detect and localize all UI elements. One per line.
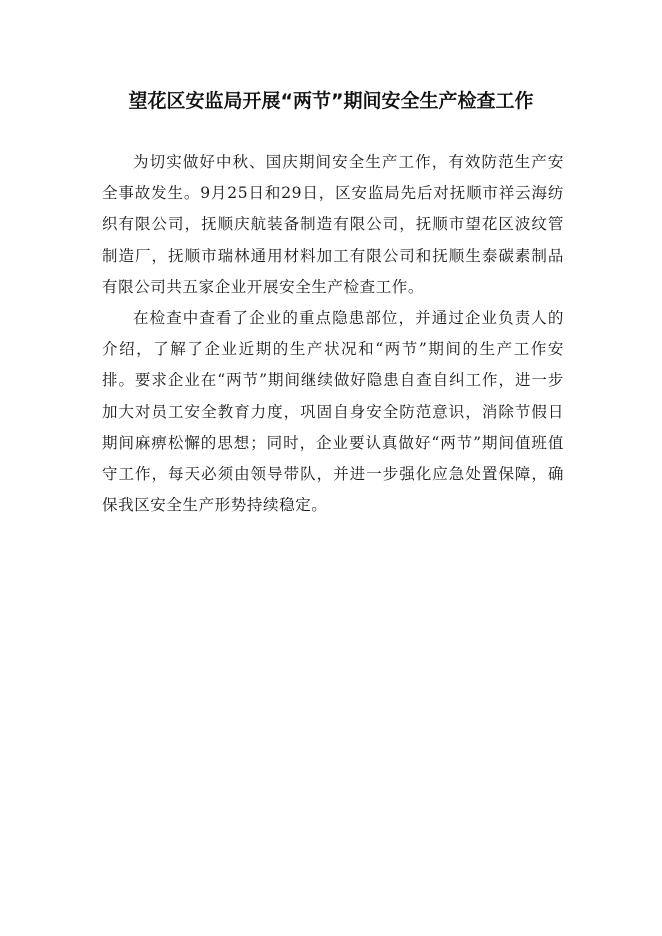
paragraph-inspection-overview: 为切实做好中秋、国庆期间安全生产工作，有效防范生产安全事故发生。9月25日和29日，区安监局先后对抚顺市祥云海纺织有限公司，抚顺庆航装备制造有限公司，抚顺市望花区波纹管制造厂，抚顺市瑞林通用材料加工有限公司和抚顺生泰碳素制品有限公司共五家企业开展安全生产检查工作。	[102, 153, 564, 296]
paragraph-inspection-requirements: 在检查中查看了企业的重点隐患部位，并通过企业负责人的介绍，了解了企业近期的生产状况和“两节”期间的生产工作安排。要求企业在“两节”期间继续做好隐患自查自纠工作，进一步加大对员工安全教育力度，巩固自身安全防范意识，消除节假日期间麻痹松懈的思想；同时，企业要认真做好“两节”期间值班值守工作，每天必须由领导带队，并进一步强化应急处置保障，确保我区安全生产形势持续稳定。	[102, 309, 564, 515]
document-title: 望花区安监局开展“两节”期间安全生产检查工作	[128, 90, 534, 112]
document-body	[102, 147, 564, 521]
